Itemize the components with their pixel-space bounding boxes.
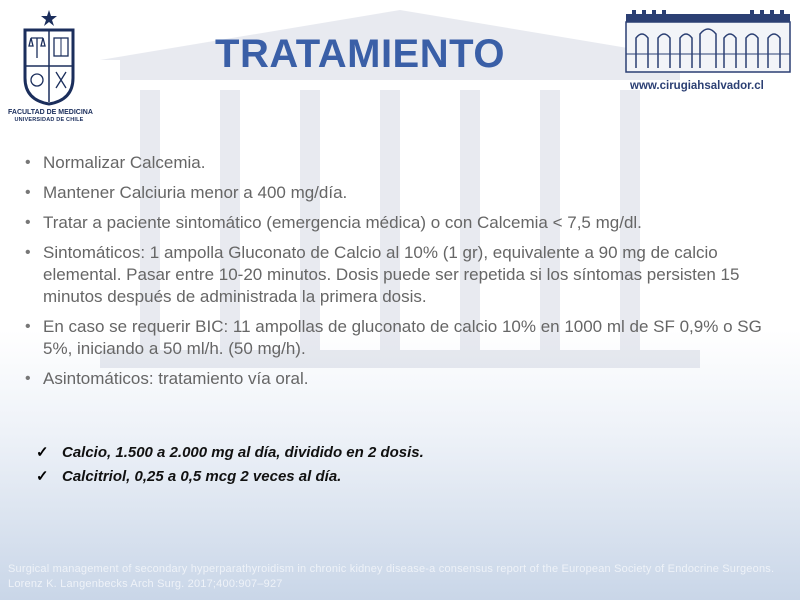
- bullet-text: En caso se requerir BIC: 11 ampollas de gluconato de calcio 10% en 1000 ml de SF 0,9% o SG 5%, iniciando a 50 ml/h. (50 mg/h).: [43, 317, 762, 358]
- bullet-icon: •: [25, 318, 31, 335]
- faculty-name: FACULTAD DE MEDICINA: [8, 109, 93, 116]
- list-item: [25, 242, 785, 308]
- list-item: [25, 316, 785, 360]
- slide-title: TRATAMIENTO: [215, 32, 505, 76]
- reference-citation: Surgical management of secondary hyperparathyroidism in chronic kidney disease-a consensus report of the European Society of Endocrine Surgeons. Lorenz K. Langenbecks Arch Surg. 2017;400:907–927: [8, 563, 775, 590]
- hospital-building-icon: [622, 8, 794, 74]
- university-name: UNIVERSIDAD DE CHILE: [14, 117, 84, 123]
- list-item: [25, 368, 785, 390]
- check-text: Calcio, 1.500 a 2.000 mg al día, dividido en 2 dosis.: [62, 444, 424, 461]
- check-item: [36, 465, 636, 489]
- bullet-icon: •: [25, 244, 31, 261]
- bullet-icon: •: [25, 214, 31, 231]
- bullet-icon: •: [25, 370, 31, 387]
- bullet-list: [25, 152, 785, 398]
- check-text: Calcitriol, 0,25 a 0,5 mcg 2 veces al día.: [62, 468, 342, 485]
- checkmark-icon: ✓: [36, 444, 49, 461]
- check-item: [36, 441, 636, 465]
- university-logo: [8, 8, 93, 133]
- bullet-text: Mantener Calciuria menor a 400 mg/día.: [43, 183, 348, 202]
- bullet-text: Asintomáticos: tratamiento vía oral.: [43, 369, 309, 388]
- university-crest-icon: [20, 8, 78, 106]
- check-list: [36, 441, 636, 489]
- checkmark-icon: ✓: [36, 468, 49, 485]
- bullet-text: Sintomáticos: 1 ampolla Gluconato de Calcio al 10% (1 gr), equivalente a 90 mg de calcio elemental. Pasar entre 10-20 minutos. Dosis puede ser repetida si los síntomas persisten 15 minutos después de administrada la primera dosis.: [43, 243, 740, 306]
- hospital-logo: [622, 8, 794, 100]
- bullet-text: Normalizar Calcemia.: [43, 153, 206, 172]
- website-url: www.cirugiahsalvador.cl: [630, 80, 764, 92]
- list-item: [25, 152, 785, 174]
- bullet-text: Tratar a paciente sintomático (emergencia médica) o con Calcemia < 7,5 mg/dl.: [43, 213, 642, 232]
- bullet-icon: •: [25, 154, 31, 171]
- list-item: [25, 212, 785, 234]
- list-item: [25, 182, 785, 204]
- bullet-icon: •: [25, 184, 31, 201]
